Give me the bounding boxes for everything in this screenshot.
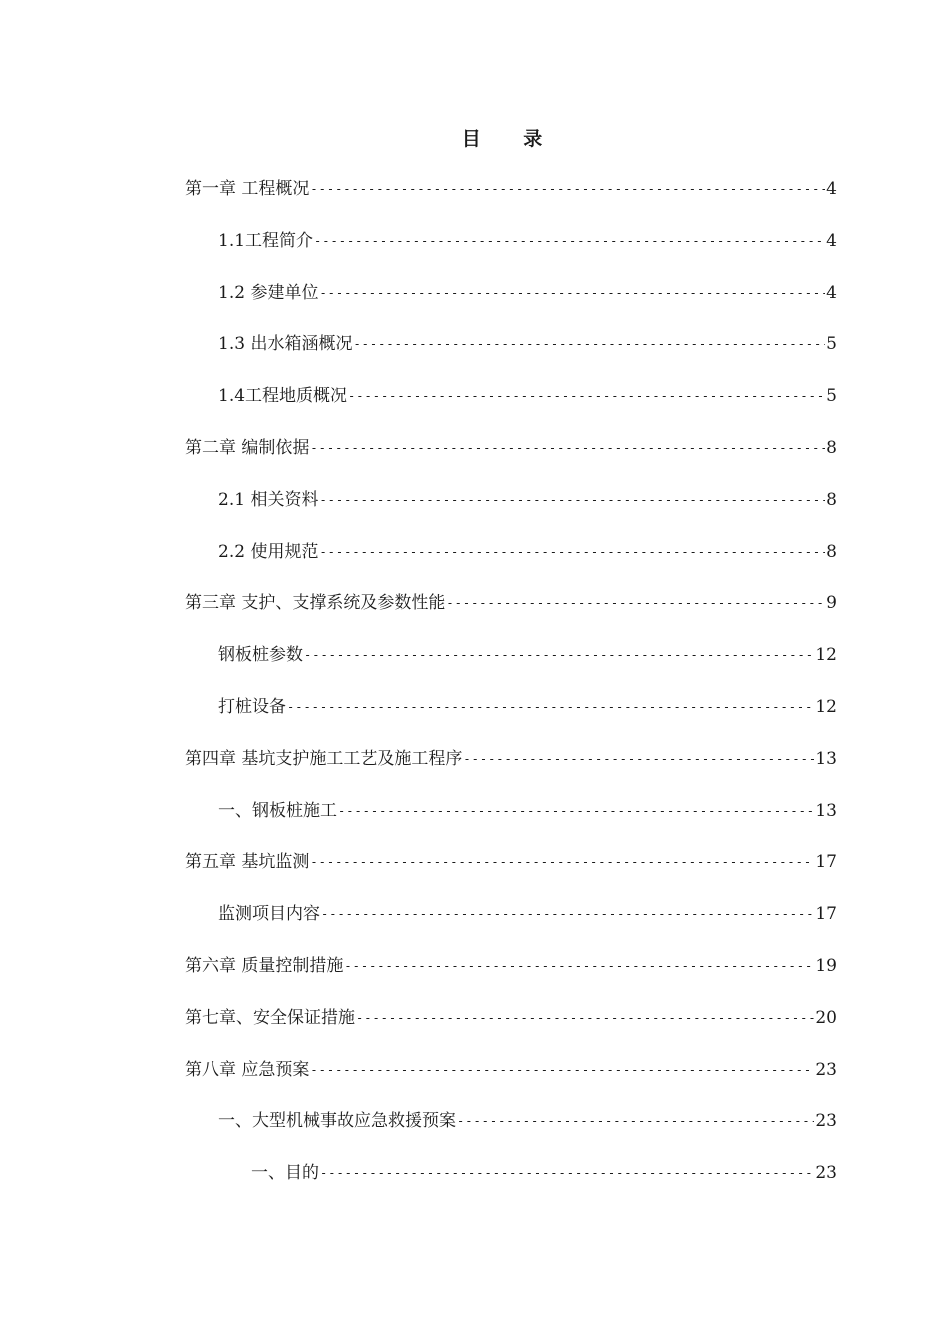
toc-entry[interactable] [185,953,837,1005]
toc-entry-label: 一、大型机械事故应急救援预案 [218,1111,456,1132]
toc-entry[interactable] [185,383,837,435]
toc-entry-label: 第五章 基坑监测 [185,852,310,873]
toc-entry-page-number: 4 [826,179,837,199]
toc-entry[interactable] [185,228,837,280]
toc-entry[interactable] [185,849,837,901]
toc-leader-dashes [338,798,814,824]
toc-leader-dashes [319,280,825,306]
toc-entry-page-number: 13 [815,748,837,769]
toc-entry-label: 第一章 工程概况 [185,179,310,199]
toc-entry-page-number: 8 [826,437,837,458]
toc-entry-page-number: 5 [826,386,837,407]
toc-entry-label: 1.2 参建单位 [218,282,319,303]
toc-entry-page-number: 8 [826,489,837,510]
toc-leader-dashes [287,694,814,720]
toc-entry-label: 1.4工程地质概况 [218,386,348,407]
toc-entry[interactable] [185,746,837,798]
toc-entry-page-number: 4 [826,230,837,251]
toc-leader-dashes [310,435,825,461]
toc-entry-label: 第三章 支护、支撑系统及参数性能 [185,593,446,614]
toc-entry-page-number: 23 [815,1059,837,1080]
toc-leader-dashes [310,176,825,202]
toc-entry-label: 第八章 应急预案 [185,1059,310,1080]
toc-entry[interactable] [185,331,837,383]
toc-entry-label: 监测项目内容 [218,904,320,925]
toc-entry[interactable] [185,694,837,746]
toc-entry-page-number: 17 [815,852,837,873]
toc-entry-label: 2.2 使用规范 [218,541,319,562]
toc-entry-page-number: 8 [826,541,837,562]
toc-entry-page-number: 17 [815,904,837,925]
toc-entry[interactable] [185,487,837,539]
toc-entry[interactable] [185,1108,837,1160]
toc-entry[interactable] [185,901,837,953]
toc-entry-page-number: 23 [815,1163,837,1184]
toc-leader-dashes [344,953,814,979]
toc-entry-page-number: 4 [826,282,837,303]
toc-leader-dashes [319,487,825,513]
toc-entry-label: 一、目的 [251,1163,319,1184]
toc-entry-label: 第二章 编制依据 [185,437,310,458]
toc-entry[interactable] [185,798,837,850]
toc-leader-dashes [310,849,814,875]
toc-entry-label: 第七章、安全保证措施 [185,1007,355,1028]
table-of-contents [185,176,837,1212]
toc-leader-dashes [353,331,825,357]
toc-entry[interactable] [185,1005,837,1057]
toc-leader-dashes [319,539,825,565]
toc-leader-dashes [310,1057,814,1083]
toc-leader-dashes [356,1005,814,1031]
toc-entry[interactable] [185,1160,837,1212]
toc-entry-label: 第四章 基坑支护施工工艺及施工程序 [185,748,463,769]
toc-entry-label: 2.1 相关资料 [218,489,319,510]
toc-entry-label: 1.3 出水箱涵概况 [218,334,353,355]
toc-entry-page-number: 23 [815,1111,837,1132]
toc-leader-dashes [304,642,814,668]
toc-entry[interactable] [185,280,837,332]
toc-entry-page-number: 19 [815,955,837,976]
toc-entry-label: 第六章 质量控制措施 [185,955,344,976]
toc-leader-dashes [457,1108,814,1134]
toc-entry-label: 一、钢板桩施工 [218,800,337,821]
toc-entry[interactable] [185,590,837,642]
toc-leader-dashes [463,746,814,772]
toc-entry-page-number: 12 [815,696,837,717]
toc-entry-page-number: 12 [815,645,837,666]
toc-entry-page-number: 20 [815,1007,837,1028]
toc-entry[interactable] [185,642,837,694]
toc-leader-dashes [348,383,825,409]
toc-entry-label: 打桩设备 [218,696,286,717]
toc-leader-dashes [321,901,814,927]
toc-title: 目 录 [461,128,561,150]
toc-leader-dashes [320,1160,814,1186]
toc-entry[interactable] [185,1057,837,1109]
toc-entry-label: 1.1工程简介 [218,230,314,251]
toc-entry-page-number: 13 [815,800,837,821]
toc-entry[interactable] [185,176,837,228]
toc-entry-label: 钢板桩参数 [218,645,303,666]
toc-entry-page-number: 5 [826,334,837,355]
toc-leader-dashes [314,228,825,254]
toc-entry[interactable] [185,539,837,591]
toc-entry[interactable] [185,435,837,487]
toc-entry-page-number: 9 [826,593,837,614]
toc-leader-dashes [446,590,825,616]
